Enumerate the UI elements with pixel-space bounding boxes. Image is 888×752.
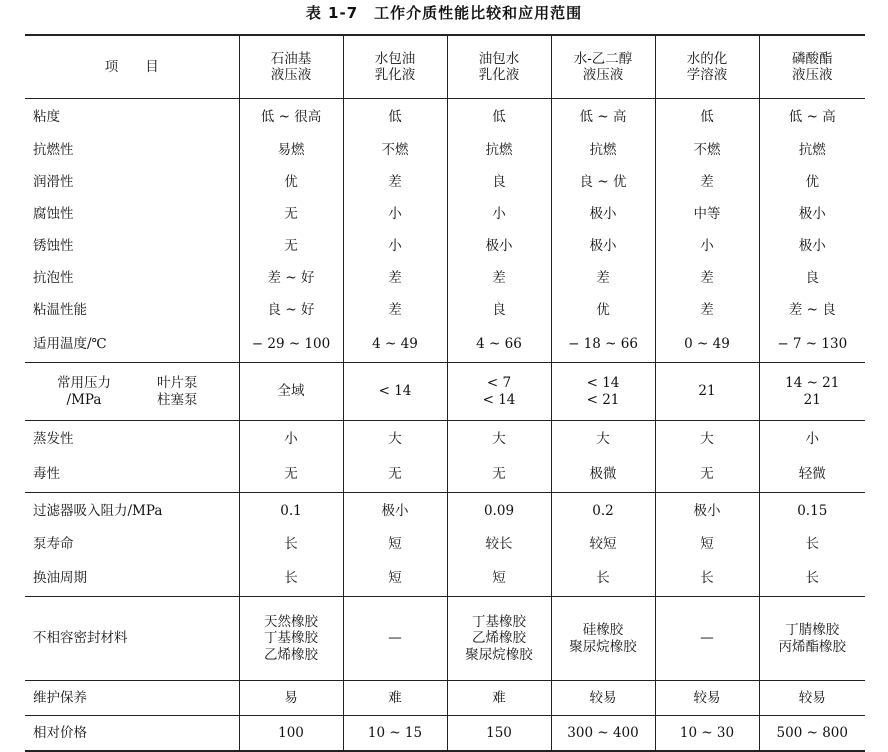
row-label: 泵寿命 [25, 529, 239, 561]
table-cell: 小 [343, 231, 447, 263]
table-cell: 良 ~ 优 [551, 167, 655, 199]
table-cell: 差 [655, 167, 759, 199]
header-col: 水包油 乳化液 [343, 35, 447, 99]
table-cell: 无 [343, 457, 447, 493]
table-row [25, 597, 865, 681]
table-cell: 低 ~ 很高 [239, 99, 343, 135]
table-cell: 低 ~ 高 [551, 99, 655, 135]
table-cell: 抗燃 [798, 142, 826, 159]
table-cell: 500 ~ 800 [759, 716, 865, 751]
table-cell: 长 [551, 561, 655, 597]
row-label: 相对价格 [25, 716, 239, 751]
table-cell: 全域 [239, 363, 343, 421]
table-row [25, 561, 865, 597]
table-cell: 10 ~ 15 [343, 716, 447, 751]
table-cell: 小 [239, 421, 343, 457]
table-cell: 较易 [655, 681, 759, 716]
header-row [25, 35, 865, 99]
table-cell: 良 [447, 167, 551, 199]
table-cell: 长 [239, 561, 343, 597]
row-label: 抗燃性 [25, 135, 239, 167]
table-cell: 大 [447, 421, 551, 457]
table-cell: 14 ~ 21 21 [759, 363, 865, 421]
row-label: 过滤器吸入阻力/MPa [25, 493, 239, 529]
table-cell: 差 [343, 263, 447, 295]
table-cell: 300 ~ 400 [551, 716, 655, 751]
row-label: 腐蚀性 [25, 199, 239, 231]
table-cell: 丁基橡胶 乙烯橡胶 聚尿烷橡胶 [447, 597, 551, 681]
table-cell: 长 [239, 529, 343, 561]
table-cell: 良 [805, 270, 819, 287]
table-cell: 低 [343, 99, 447, 135]
table-cell: 极小 [655, 493, 759, 529]
table-title: 表 1-7 工作介质性能比较和应用范围 [305, 4, 583, 22]
table-cell: 小 [655, 231, 759, 263]
table-cell: 低 [655, 99, 759, 135]
table-cell: 小 [447, 199, 551, 231]
header-col: 石油基 液压液 [239, 35, 343, 99]
table-row [25, 167, 865, 199]
table-cell: 大 [343, 421, 447, 457]
row-label: 维护保养 [25, 681, 239, 716]
table-cell: 差 [343, 295, 447, 327]
table-cell: 差 [343, 167, 447, 199]
table-cell: 短 [447, 561, 551, 597]
table-cell: 无 [447, 457, 551, 493]
table-cell: 极小 [798, 206, 826, 223]
table-cell: 0.2 [551, 493, 655, 529]
table-row [25, 493, 865, 529]
row-label: 润滑性 [25, 167, 239, 199]
table-cell: 优 [551, 295, 655, 327]
table-cell: 良 ~ 好 [239, 295, 343, 327]
row-label: 抗泡性 [25, 263, 239, 295]
table-cell: 0 ~ 49 [655, 327, 759, 363]
table-cell: 4 ~ 66 [447, 327, 551, 363]
table-cell: — [343, 597, 447, 681]
table-row [25, 99, 865, 135]
comparison-table [25, 34, 865, 752]
table-row [25, 295, 865, 327]
table-cell: < 14 [343, 363, 447, 421]
header-col: 油包水 乳化液 [447, 35, 551, 99]
row-label: 粘温性能 [25, 295, 239, 327]
table-cell: 较易 [551, 681, 655, 716]
table-row [25, 199, 865, 231]
table-cell: 150 [447, 716, 551, 751]
table-cell: 较易 [759, 681, 865, 716]
header-col: 水-乙二醇 液压液 [551, 35, 655, 99]
table-cell: — [655, 597, 759, 681]
table-row [25, 529, 865, 561]
table-cell: 差 [655, 263, 759, 295]
table-cell: 抗燃 [551, 135, 655, 167]
row-label: 不相容密封材料 [25, 597, 239, 681]
table-cell: 短 [343, 561, 447, 597]
table-cell: 10 ~ 30 [655, 716, 759, 751]
table-cell: 极小 [551, 199, 655, 231]
table-cell: 差 [655, 295, 759, 327]
table-cell: 难 [343, 681, 447, 716]
table-cell: 短 [343, 529, 447, 561]
table-cell: 中等 [655, 199, 759, 231]
table-cell: 极小 [447, 231, 551, 263]
table-cell: 0.15 [797, 502, 828, 519]
table-cell: 差 [447, 263, 551, 295]
table-cell: 易 [239, 681, 343, 716]
table-row [25, 231, 865, 263]
table-cell: − 29 ~ 100 [239, 327, 343, 363]
row-label: 常用压力 /MPa [25, 363, 143, 421]
header-col: 水的化 学溶液 [655, 35, 759, 99]
table-row [25, 421, 865, 457]
header-col: 磷酸酯 液压液 [759, 35, 865, 99]
table-cell: 不燃 [655, 135, 759, 167]
table-cell: 优 [239, 167, 343, 199]
table-cell: − 7 ~ 130 [759, 327, 865, 363]
header-item: 项 目 [25, 35, 239, 99]
table-cell: 0.1 [239, 493, 343, 529]
table-row [25, 681, 865, 716]
table-cell: 无 [655, 457, 759, 493]
table-cell: 100 [239, 716, 343, 751]
table-row-pressure [25, 363, 865, 421]
table-cell: 无 [239, 457, 343, 493]
table-cell: 小 [805, 430, 819, 447]
table-cell: 极小 [551, 231, 655, 263]
table-row [25, 716, 865, 751]
row-label: 锈蚀性 [25, 231, 239, 263]
table-cell: 无 [239, 199, 343, 231]
table-row [25, 327, 865, 363]
table-cell: 0.09 [447, 493, 551, 529]
table-cell: < 7 < 14 [447, 363, 551, 421]
row-label: 换油周期 [25, 561, 239, 597]
table-cell: 难 [447, 681, 551, 716]
table-cell: 差 ~ 良 [788, 302, 836, 319]
table-cell: < 14 < 21 [551, 363, 655, 421]
table-cell: 丁腈橡胶 丙烯酯橡胶 [759, 597, 865, 681]
row-label: 适用温度/℃ [25, 327, 239, 363]
row-label: 蒸发性 [25, 421, 239, 457]
table-cell: 大 [655, 421, 759, 457]
table-cell: 长 [805, 536, 819, 553]
table-cell: 易燃 [239, 135, 343, 167]
table-cell: 21 [655, 363, 759, 421]
table-cell: 差 [551, 263, 655, 295]
table-cell: 极微 [551, 457, 655, 493]
table-cell: 差 ~ 好 [239, 263, 343, 295]
table-cell: 长 [655, 561, 759, 597]
table-cell: 大 [551, 421, 655, 457]
table-cell: 长 [759, 561, 865, 597]
table-cell: 极小 [798, 238, 826, 255]
table-cell: 短 [655, 529, 759, 561]
table-cell: 4 ~ 49 [343, 327, 447, 363]
table-row [25, 135, 865, 167]
row-label: 粘度 [25, 99, 239, 135]
table-cell: 低 ~ 高 [788, 108, 836, 125]
table-row [25, 263, 865, 295]
table-cell: 优 [805, 174, 819, 191]
table-cell: 硅橡胶 聚尿烷橡胶 [551, 597, 655, 681]
table-cell: − 18 ~ 66 [551, 327, 655, 363]
table-cell: 抗燃 [447, 135, 551, 167]
table-cell: 极小 [343, 493, 447, 529]
table-cell: 不燃 [343, 135, 447, 167]
table-cell: 轻微 [759, 457, 865, 493]
table-cell: 良 [447, 295, 551, 327]
table-cell: 低 [447, 99, 551, 135]
table-cell: 小 [343, 199, 447, 231]
table-cell: 天然橡胶 丁基橡胶 乙烯橡胶 [239, 597, 343, 681]
row-sublabel: 叶片泵 柱塞泵 [143, 363, 239, 421]
table-cell: 无 [239, 231, 343, 263]
table-row [25, 457, 865, 493]
table-cell: 较长 [447, 529, 551, 561]
table-cell: 较短 [551, 529, 655, 561]
row-label: 毒性 [25, 457, 239, 493]
